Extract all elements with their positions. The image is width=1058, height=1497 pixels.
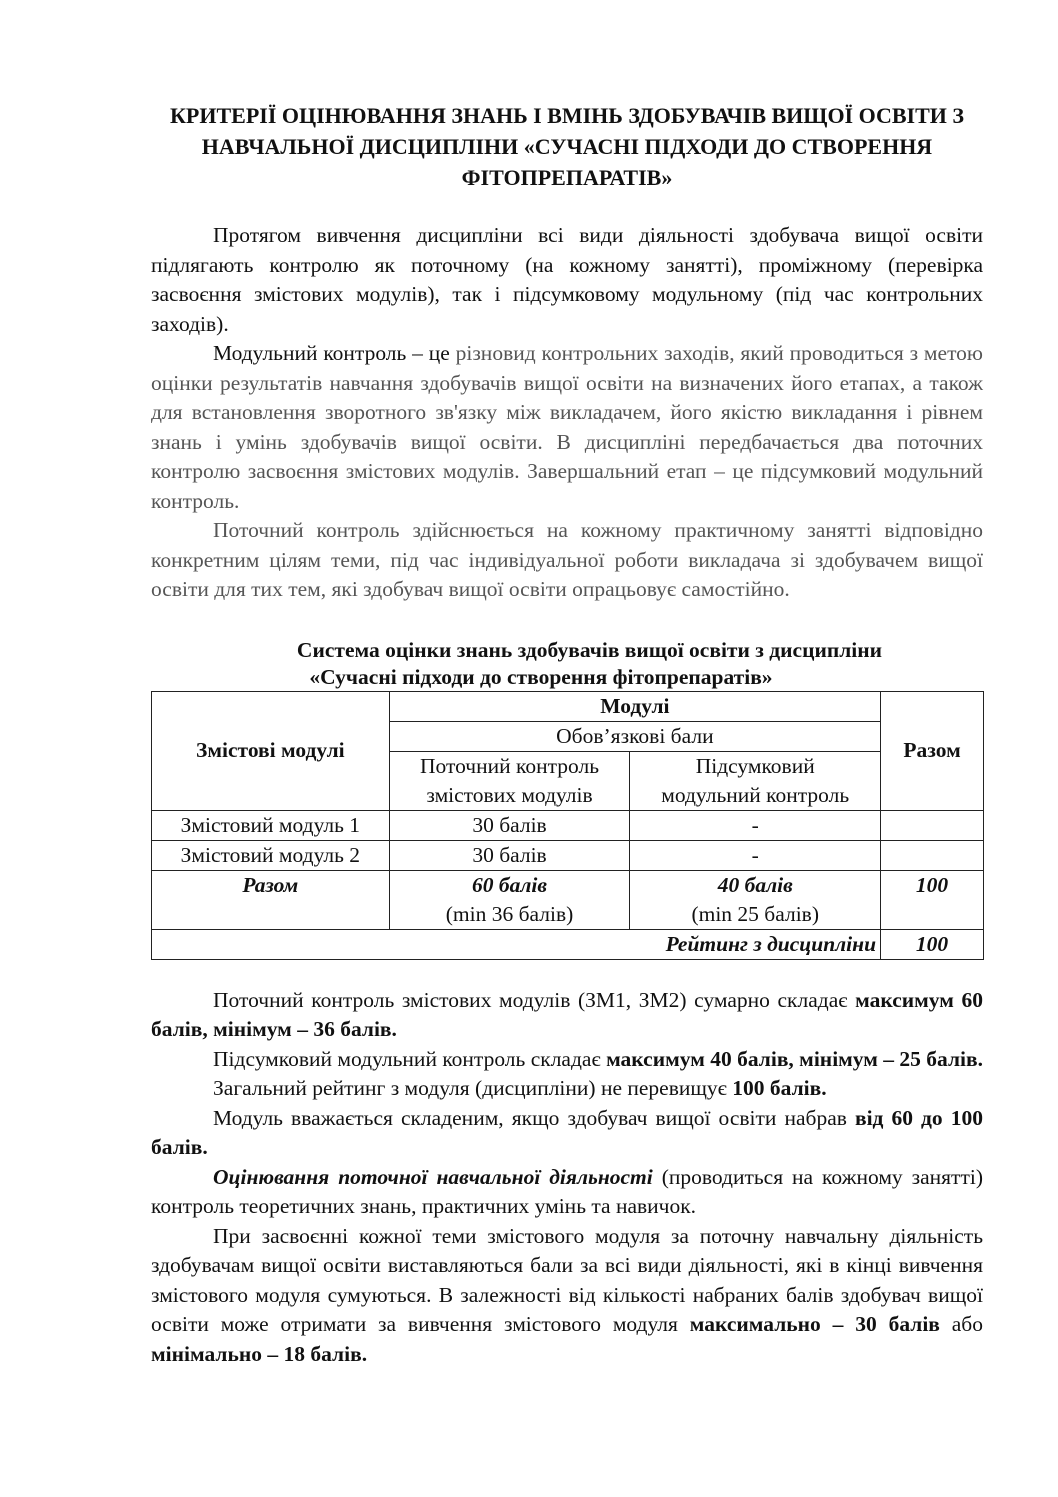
header-final-control: Підсумковий модульний контроль bbox=[630, 751, 881, 810]
rule-module-points: При засвоєнні кожної теми змістового модуля за поточну навчальну діяльність здобувачам вищої освіти виставляються бали за всі види діяльності, які в кінці вивчення змістового модуля сумуються. В залежності від кількості набраних балів здобувач вищої освіти може отримати за вивчення змістового модуля максимально – 30 балів або мінімально – 18 балів. bbox=[151, 1223, 983, 1366]
page-title: КРИТЕРІЇ ОЦІНЮВАННЯ ЗНАНЬ І ВМІНЬ ЗДОБУВАЧІВ ВИЩОЇ ОСВІТИ З НАВЧАЛЬНОЇ ДИСЦИПЛІНИ «СУЧАСНІ ПІДХОДИ ДО СТВОРЕННЯ ФІТОПРЕПАРАТІВ» bbox=[169, 103, 965, 190]
row-module-name: Змістовий модуль 1 bbox=[152, 810, 390, 840]
rules-section bbox=[151, 986, 983, 1370]
paragraph-module-control bbox=[151, 339, 983, 516]
header-modules: Модулі bbox=[389, 691, 880, 721]
row-current-points: 30 балів bbox=[389, 840, 630, 870]
header-content-modules: Змістові модулі bbox=[152, 691, 390, 810]
sum-total: 100 bbox=[881, 870, 984, 929]
document-page bbox=[151, 100, 983, 1369]
table-sum-row bbox=[152, 870, 984, 929]
row-total bbox=[881, 810, 984, 840]
header-total: Разом bbox=[881, 691, 984, 810]
table-row bbox=[152, 810, 984, 840]
table-rating-row bbox=[152, 929, 984, 959]
rating-value: 100 bbox=[881, 929, 984, 959]
row-total bbox=[881, 840, 984, 870]
rule-current-control: Поточний контроль змістових модулів (ЗМ1, ЗМ2) сумарно складає максимум 60 балів, мінімум – 36 балів. bbox=[151, 987, 983, 1041]
rule-final-control: Підсумковий модульний контроль складає максимум 40 балів, мінімум – 25 балів. bbox=[213, 1046, 984, 1071]
row-module-name: Змістовий модуль 2 bbox=[152, 840, 390, 870]
rating-label: Рейтинг з дисципліни bbox=[152, 929, 881, 959]
rule-module-passed: Модуль вважається складеним, якщо здобувач вищої освіти набрав від 60 до 100 балів. bbox=[151, 1105, 984, 1159]
paragraph-current-control: Поточний контроль здійснюється на кожному практичному занятті відповідно конкретним цілям теми, під час індивідуальної роботи викладача зі здобувачем вищої освіти для тих тем, які здобувач вищої освіти опрацьовує самостійно. bbox=[151, 518, 983, 601]
table-row bbox=[152, 840, 984, 870]
rule-current-assessment: Оцінювання поточної навчальної діяльності (проводиться на кожному занятті) контроль теоретичних знань, практичних умінь та навичок. bbox=[151, 1164, 983, 1218]
table-title-line-1: Система оцінки знань здобувачів вищої освіти з дисципліни bbox=[296, 637, 883, 662]
header-mandatory-points: Обов’язкові бали bbox=[389, 721, 880, 751]
row-final-points: - bbox=[630, 840, 881, 870]
paragraph-lead: Модульний контроль – це bbox=[213, 341, 450, 365]
table-title bbox=[151, 637, 983, 691]
sum-final: 40 балів (min 25 балів) bbox=[630, 870, 881, 929]
row-current-points: 30 балів bbox=[389, 810, 630, 840]
header-current-control: Поточний контроль змістових модулів bbox=[389, 751, 630, 810]
sum-label: Разом bbox=[152, 870, 390, 929]
table-title-line-2: «Сучасні підходи до створення фітопрепаратів» bbox=[309, 664, 773, 689]
grading-table bbox=[151, 691, 984, 960]
rule-total-rating: Загальний рейтинг з модуля (дисципліни) не перевищує 100 балів. bbox=[213, 1076, 827, 1100]
paragraph-body: різновид контрольних заходів, який проводиться з метою оцінки результатів навчання здобувачів вищої освіти на визначених його етапах, а також для встановлення зворотного зв'язку між викладачем, його якістю викладання і рівнем знань і умінь здобувачів вищої освіти. В дисципліні передбачається два поточних контролю засвоєння змістових модулів. Завершальний етап – це підсумковий модульний контроль. bbox=[151, 341, 983, 513]
row-final-points: - bbox=[630, 810, 881, 840]
paragraph-control-types: Протягом вивчення дисципліни всі види діяльності здобувача вищої освіти підлягають контролю як поточному (на кожному занятті), проміжному (перевірка засвоєння змістових модулів), так і підсумковому модульному (під час контрольних заходів). bbox=[151, 223, 983, 336]
sum-current: 60 балів (min 36 балів) bbox=[389, 870, 630, 929]
